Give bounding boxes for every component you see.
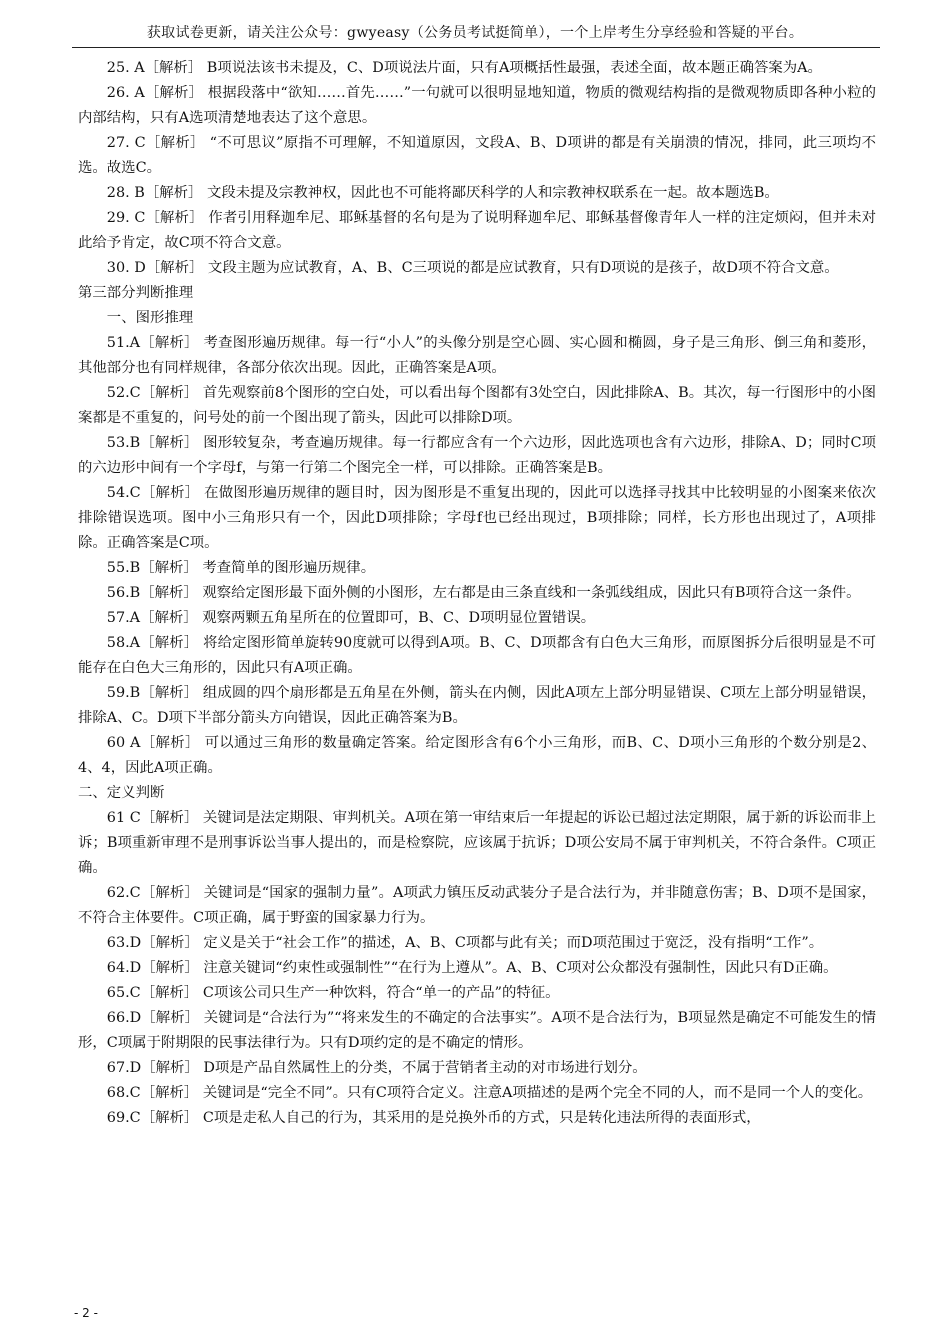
answer-paragraph: 60 A［解析］ 可以通过三角形的数量确定答案。给定图形含有6个小三角形，而B、C、D项小三角形的个数分别是2、4、4，因此A项正确。 (78, 735, 876, 776)
answer-paragraph: 28. B［解析］ 文段未提及宗教神权，因此也不可能将鄙厌科学的人和宗教神权联系在一起。故本题选B。 (106, 185, 779, 201)
answer-paragraph: 52.C［解析］ 首先观察前8个图形的空白处，可以看出每个图都有3处空白，因此排除A、B。其次，每一行图形中的小图案都是不重复的，问号处的前一个图出现了箭头，因此可以排除D项。 (78, 385, 876, 426)
answer-paragraph: 63.D［解析］ 定义是关于“社会工作”的描述，A、B、C项都与此有关；而D项范围过于宽泛，没有指明“工作”。 (106, 935, 824, 951)
answer-paragraph: 一、图形推理 (106, 310, 194, 326)
page-header: 获取试卷更新，请关注公众号：gwyeasy（公务员考试挺简单），一个上岸考生分享经验和答疑的平台。 (146, 25, 804, 41)
answer-paragraph: 30. D［解析］ 文段主题为应试教育，A、B、C三项说的都是应试教育，只有D项说的是孩子，故D项不符合文意。 (106, 260, 839, 276)
answer-paragraph: 55.B［解析］ 考查简单的图形遍历规律。 (106, 560, 376, 576)
answer-paragraph: 62.C［解析］ 关键词是“国家的强制力量”。A项武力镇压反动武装分子是合法行为，并非随意伤害；B、D项不是国家，不符合主体要件。C项正确，属于野蛮的国家暴力行为。 (78, 885, 876, 926)
answer-paragraph: 27. C［解析］ “不可思议”原指不可理解，不知道原因，文段A、B、D项讲的都是有关崩溃的情况，排同，此三项均不选。故选C。 (78, 135, 876, 176)
answer-paragraph: 69.C［解析］ C项是走私人自己的行为，其采用的是兑换外币的方式，只是转化违法所得的表面形式， (106, 1110, 761, 1126)
page-number: - 2 - (74, 1306, 98, 1320)
answer-paragraph: 59.B［解析］ 组成圆的四个扇形都是五角星在外侧，箭头在内侧，因此A项左上部分明显错误、C项左上部分明显错误，排除A、C。D项下半部分箭头方向错误，因此正确答案为B。 (78, 685, 876, 726)
header-divider (72, 47, 880, 48)
answer-paragraph: 26. A［解析］ 根据段落中“欲知……首先……”一句就可以很明显地知道，物质的微观结构指的是微观物质即各种小粒的内部结构，只有A选项清楚地表达了这个意思。 (78, 85, 876, 126)
answer-paragraph: 65.C［解析］ C项该公司只生产一种饮料，符合“单一的产品”的特征。 (106, 985, 560, 1001)
answer-paragraph: 66.D［解析］ 关键词是“合法行为”“将来发生的不确定的合法事实”。A项不是合法行为，B项显然是确定不可能发生的情形，C项属于附期限的民事法律行为。只有D项约定的是不确定的情形。 (78, 1010, 876, 1051)
answer-paragraph: 25. A［解析］ B项说法该书未提及，C、D项说法片面，只有A项概括性最强，表述全面，故本题正确答案为A。 (106, 60, 822, 76)
answer-paragraph: 58.A［解析］ 将给定图形简单旋转90度就可以得到A项。B、C、D项都含有白色大三角形，而原图拆分后很明显是不可能存在白色大三角形的，因此只有A项正确。 (78, 635, 876, 676)
answer-paragraph: 54.C［解析］ 在做图形遍历规律的题目时，因为图形是不重复出现的，因此可以选择寻找其中比较明显的小图案来依次排除错误选项。图中小三角形只有一个，因此D项排除；字母f也已经出现过，B项排除；同样，长方形也出现过了，A项排除。正确答案是C项。 (78, 485, 876, 551)
answer-paragraph: 68.C［解析］ 关键词是“完全不同”。只有C项符合定义。注意A项描述的是两个完全不同的人，而不是同一个人的变化。 (106, 1085, 873, 1101)
answer-paragraph: 64.D［解析］ 注意关键词“约束性或强制性”“在行为上遵从”。A、B、C项对公众都没有强制性，因此只有D正确。 (106, 960, 838, 976)
answer-paragraph: 67.D［解析］ D项是产品自然属性上的分类，不属于营销者主动的对市场进行划分。 (106, 1060, 647, 1076)
answer-paragraph: 56.B［解析］ 观察给定图形最下面外侧的小图形，左右都是由三条直线和一条弧线组成，因此只有B项符合这一条件。 (106, 585, 861, 601)
answer-paragraph: 57.A［解析］ 观察两颗五角星所在的位置即可，B、C、D项明显位置错误。 (106, 610, 596, 626)
answer-paragraph: 53.B［解析］ 图形较复杂，考查遍历规律。每一行都应含有一个六边形，因此选项也含有六边形，排除A、D；同时C项的六边形中间有一个字母f，与第一行第二个图完全一样，可以排除。正确答案是B。 (78, 435, 876, 476)
answer-paragraph: 51.A［解析］ 考查图形遍历规律。每一行“小人”的头像分别是空心圆、实心圆和椭圆，身子是三角形、倒三角和菱形，其他部分也有同样规律，各部分依次出现。因此，正确答案是A项。 (78, 335, 876, 376)
document-body (78, 56, 876, 1131)
section-heading: 第三部分判断推理 (78, 285, 194, 301)
section-heading: 二、定义判断 (78, 785, 165, 801)
answer-paragraph: 29. C［解析］ 作者引用释迦牟尼、耶稣基督的名句是为了说明释迦牟尼、耶稣基督像青年人一样的注定烦闷，但并未对此给予肯定，故C项不符合文意。 (78, 210, 876, 251)
answer-paragraph: 61 C［解析］ 关键词是法定期限、审判机关。A项在第一审结束后一年提起的诉讼已超过法定期限，属于新的诉讼而非上诉；B项重新审理不是刑事诉讼当事人提出的，而是检察院，应该属于抗诉；D项公安局不属于审判机关，不符合条件。C项正确。 (78, 810, 876, 876)
